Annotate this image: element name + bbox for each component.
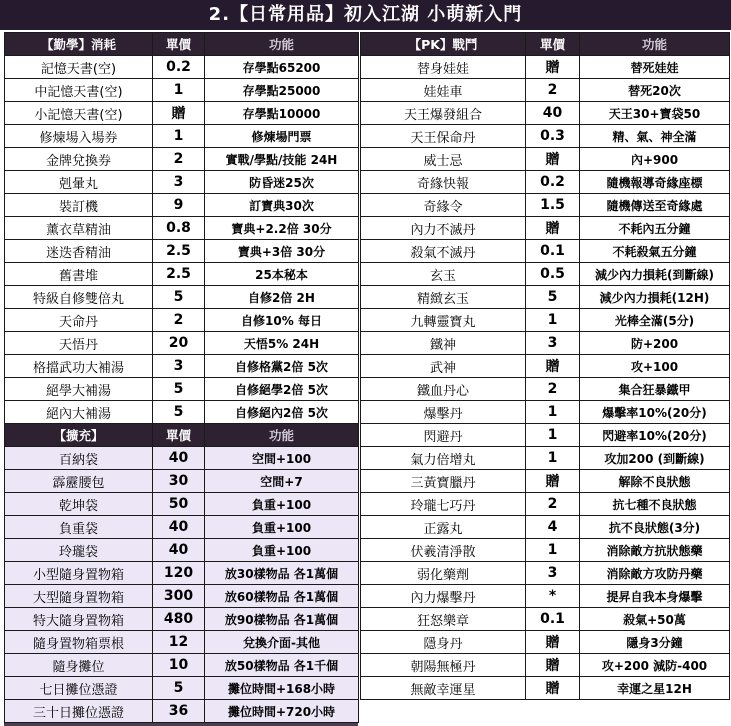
- table-row: [5, 470, 359, 493]
- item-name: 鐵神: [361, 332, 526, 355]
- item-function: 防昏迷25次: [205, 171, 359, 194]
- expand-header-func: 功能: [205, 424, 359, 447]
- item-function: 自修絕學2倍 5次: [205, 378, 359, 401]
- item-name: 七日攤位憑證: [5, 677, 153, 700]
- expand-header-row: [5, 424, 359, 447]
- item-name: 玲瓏七巧丹: [361, 493, 526, 516]
- table-row: [361, 217, 730, 240]
- item-price: 贈: [526, 654, 580, 677]
- table-row: [361, 539, 730, 562]
- item-price: 贈: [526, 148, 580, 171]
- table-row: [5, 401, 359, 424]
- item-function: 閃避率10%(20分): [580, 424, 730, 447]
- item-price: 9: [153, 194, 205, 217]
- item-function: 自修2倍 2H: [205, 286, 359, 309]
- table-row: [5, 79, 359, 102]
- item-price: 5: [153, 401, 205, 424]
- expand-header-price: 單價: [153, 424, 205, 447]
- item-name: 氣力倍增丸: [361, 447, 526, 470]
- item-name: 三十日攤位憑證: [5, 700, 153, 723]
- table-row: [361, 562, 730, 585]
- item-price: 1: [153, 125, 205, 148]
- item-function: 攤位時間+168小時: [205, 677, 359, 700]
- expand-body: [5, 447, 359, 723]
- item-price: 1: [526, 309, 580, 332]
- table-row: [361, 355, 730, 378]
- item-name: 中記憶天書(空): [5, 79, 153, 102]
- item-function: 負重+100: [205, 493, 359, 516]
- table-row: [5, 378, 359, 401]
- table-row: [361, 424, 730, 447]
- item-price: 12: [153, 631, 205, 654]
- table-row: [5, 700, 359, 723]
- item-function: 抗七種不良狀態: [580, 493, 730, 516]
- table-row: [361, 493, 730, 516]
- item-price: 贈: [526, 217, 580, 240]
- item-function: 訂寶典30次: [205, 194, 359, 217]
- study-expand-table: [4, 32, 359, 723]
- item-price: 1: [153, 79, 205, 102]
- item-name: 奇緣令: [361, 194, 526, 217]
- item-function: 隱身3分鐘: [580, 631, 730, 654]
- item-function: 光棒全滿(5分): [580, 309, 730, 332]
- item-price: 3: [526, 562, 580, 585]
- item-function: 放30樣物品 各1萬個: [205, 562, 359, 585]
- item-function: 消除敵方抗狀態藥: [580, 539, 730, 562]
- table-row: [361, 79, 730, 102]
- item-function: 幸運之星12H: [580, 677, 730, 700]
- item-function: 放90樣物品 各1萬個: [205, 608, 359, 631]
- table-row: [5, 631, 359, 654]
- item-name: 小記憶天書(空): [5, 102, 153, 125]
- pk-body: [361, 56, 730, 700]
- table-row: [5, 286, 359, 309]
- item-price: 30: [153, 470, 205, 493]
- item-name: 玄玉: [361, 263, 526, 286]
- table-row: [5, 493, 359, 516]
- item-function: 攤位時間+720小時: [205, 700, 359, 723]
- item-name: 天王保命丹: [361, 125, 526, 148]
- item-price: 4: [526, 516, 580, 539]
- item-function: 存學點10000: [205, 102, 359, 125]
- item-name: 娃娃車: [361, 79, 526, 102]
- table-row: [361, 240, 730, 263]
- table-row: [361, 286, 730, 309]
- item-price: 40: [153, 539, 205, 562]
- table-row: [5, 585, 359, 608]
- item-name: 金牌兌換券: [5, 148, 153, 171]
- study-header-name: 【勤學】消耗: [5, 33, 153, 56]
- item-name: 殺氣不滅丹: [361, 240, 526, 263]
- item-function: 修煉場門票: [205, 125, 359, 148]
- item-function: 負重+100: [205, 516, 359, 539]
- item-name: 無敵幸運星: [361, 677, 526, 700]
- item-price: 480: [153, 608, 205, 631]
- table-row: [5, 194, 359, 217]
- item-price: 2: [526, 493, 580, 516]
- table-row: [5, 171, 359, 194]
- item-price: 2.5: [153, 263, 205, 286]
- item-name: 伏羲清淨散: [361, 539, 526, 562]
- table-row: [5, 240, 359, 263]
- expand-header-name: 【擴充】: [5, 424, 153, 447]
- item-price: 贈: [526, 56, 580, 79]
- table-row: [361, 148, 730, 171]
- item-name: 乾坤袋: [5, 493, 153, 516]
- item-price: 5: [526, 286, 580, 309]
- item-function: 存學點65200: [205, 56, 359, 79]
- item-price: 0.2: [526, 171, 580, 194]
- item-name: 內力爆擊丹: [361, 585, 526, 608]
- item-name: 三黃寶臘丹: [361, 470, 526, 493]
- item-name: 絕學大補湯: [5, 378, 153, 401]
- item-function: 解除不良狀態: [580, 470, 730, 493]
- item-name: 鐵血丹心: [361, 378, 526, 401]
- item-price: *: [526, 585, 580, 608]
- table-row: [5, 309, 359, 332]
- item-name: 威士忌: [361, 148, 526, 171]
- item-function: 天悟5% 24H: [205, 332, 359, 355]
- item-name: 九轉靈寶丸: [361, 309, 526, 332]
- item-name: 爆擊丹: [361, 401, 526, 424]
- table-row: [361, 56, 730, 79]
- item-name: 替身娃娃: [361, 56, 526, 79]
- item-name: 隨身置物箱票根: [5, 631, 153, 654]
- item-function: 減少內力損耗(12H): [580, 286, 730, 309]
- item-name: 閃避丹: [361, 424, 526, 447]
- item-price: 贈: [526, 631, 580, 654]
- item-price: 40: [153, 447, 205, 470]
- item-name: 迷迭香精油: [5, 240, 153, 263]
- item-function: 自修絕內2倍 5次: [205, 401, 359, 424]
- table-row: [5, 355, 359, 378]
- table-row: [5, 539, 359, 562]
- item-name: 朝陽無極丹: [361, 654, 526, 677]
- item-price: 10: [153, 654, 205, 677]
- item-name: 特大隨身置物箱: [5, 608, 153, 631]
- item-name: 特級自修雙倍丸: [5, 286, 153, 309]
- study-header-row: [5, 33, 359, 56]
- item-price: 0.5: [526, 263, 580, 286]
- item-function: 減少內力損耗(到斷線): [580, 263, 730, 286]
- study-header-func: 功能: [205, 33, 359, 56]
- item-function: 替死娃娃: [580, 56, 730, 79]
- item-price: 0.1: [526, 240, 580, 263]
- item-function: 攻+200 減防-400: [580, 654, 730, 677]
- table-row: [361, 401, 730, 424]
- pk-header-name: 【PK】戰鬥: [361, 33, 526, 56]
- page-title: 2.【日常用品】初入江湖 小萌新入門: [0, 0, 731, 30]
- item-function: 負重+100: [205, 539, 359, 562]
- table-row: [361, 378, 730, 401]
- item-price: 5: [153, 378, 205, 401]
- item-function: 不耗內五分鐘: [580, 217, 730, 240]
- item-name: 薰衣草精油: [5, 217, 153, 240]
- item-price: 3: [153, 171, 205, 194]
- item-function: 殺氣+50萬: [580, 608, 730, 631]
- item-price: 1.5: [526, 194, 580, 217]
- table-row: [5, 516, 359, 539]
- study-body: [5, 56, 359, 424]
- pk-header-row: [361, 33, 730, 56]
- item-function: 防+200: [580, 332, 730, 355]
- table-row: [361, 516, 730, 539]
- item-price: 0.3: [526, 125, 580, 148]
- item-name: 隨身攤位: [5, 654, 153, 677]
- item-name: 隱身丹: [361, 631, 526, 654]
- item-price: 40: [526, 102, 580, 125]
- table-row: [5, 608, 359, 631]
- item-function: 自修格黨2倍 5次: [205, 355, 359, 378]
- item-name: 記憶天書(空): [5, 56, 153, 79]
- item-function: 兌換介面-其他: [205, 631, 359, 654]
- table-row: [361, 654, 730, 677]
- item-name: 舊書堆: [5, 263, 153, 286]
- item-function: 攻+100: [580, 355, 730, 378]
- item-name: 修煉場入場券: [5, 125, 153, 148]
- item-function: 25本秘本: [205, 263, 359, 286]
- item-price: 3: [526, 332, 580, 355]
- item-name: 弱化藥劑: [361, 562, 526, 585]
- table-row: [5, 102, 359, 125]
- table-row: [361, 332, 730, 355]
- item-function: 不耗殺氣五分鐘: [580, 240, 730, 263]
- item-function: 攻加200 (到斷線): [580, 447, 730, 470]
- pk-header-func: 功能: [580, 33, 730, 56]
- item-function: 隨機傳送至奇緣處: [580, 194, 730, 217]
- item-name: 絕內大補湯: [5, 401, 153, 424]
- item-price: 50: [153, 493, 205, 516]
- item-function: 精、氣、神全滿: [580, 125, 730, 148]
- table-row: [5, 56, 359, 79]
- item-name: 天悟丹: [5, 332, 153, 355]
- table-row: [361, 608, 730, 631]
- item-price: 0.2: [153, 56, 205, 79]
- table-row: [5, 125, 359, 148]
- expand-header-section: [5, 424, 359, 447]
- item-function: 抗不良狀態(3分): [580, 516, 730, 539]
- item-function: 存學點25000: [205, 79, 359, 102]
- item-price: 5: [153, 677, 205, 700]
- item-name: 裝訂機: [5, 194, 153, 217]
- item-name: 天命丹: [5, 309, 153, 332]
- item-name: 剋暈丸: [5, 171, 153, 194]
- item-name: 武神: [361, 355, 526, 378]
- item-function: 寶典+3倍 30分: [205, 240, 359, 263]
- item-name: 百納袋: [5, 447, 153, 470]
- item-function: 天王30+寶袋50: [580, 102, 730, 125]
- item-function: 自修10% 每日: [205, 309, 359, 332]
- item-function: 消除敵方攻防丹藥: [580, 562, 730, 585]
- table-row: [5, 217, 359, 240]
- item-function: 爆擊率10%(20分): [580, 401, 730, 424]
- item-name: 玲瓏袋: [5, 539, 153, 562]
- item-function: 集合狂暴鐵甲: [580, 378, 730, 401]
- item-price: 5: [153, 286, 205, 309]
- table-row: [361, 171, 730, 194]
- item-function: 放50樣物品 各1千個: [205, 654, 359, 677]
- item-price: 3: [153, 355, 205, 378]
- study-header-price: 單價: [153, 33, 205, 56]
- item-name: 精緻玄玉: [361, 286, 526, 309]
- table-row: [5, 562, 359, 585]
- item-price: 2: [526, 378, 580, 401]
- item-price: 20: [153, 332, 205, 355]
- item-name: 小型隨身置物箱: [5, 562, 153, 585]
- item-name: 負重袋: [5, 516, 153, 539]
- item-name: 霹靂腰包: [5, 470, 153, 493]
- item-price: 0.1: [526, 608, 580, 631]
- item-price: 120: [153, 562, 205, 585]
- item-function: 寶典+2.2倍 30分: [205, 217, 359, 240]
- item-name: 奇緣快報: [361, 171, 526, 194]
- table-row: [361, 585, 730, 608]
- table-row: [361, 631, 730, 654]
- item-price: 36: [153, 700, 205, 723]
- table-row: [5, 148, 359, 171]
- item-name: 天王爆發組合: [361, 102, 526, 125]
- item-price: 2: [526, 79, 580, 102]
- item-price: 300: [153, 585, 205, 608]
- table-row: [361, 447, 730, 470]
- item-function: 放60樣物品 各1萬個: [205, 585, 359, 608]
- table-row: [5, 677, 359, 700]
- table-row: [5, 263, 359, 286]
- table-row: [361, 309, 730, 332]
- table-row: [361, 194, 730, 217]
- table-row: [5, 654, 359, 677]
- item-name: 格擋武功大補湯: [5, 355, 153, 378]
- item-price: 2.5: [153, 240, 205, 263]
- item-price: 贈: [526, 470, 580, 493]
- item-function: 替死20次: [580, 79, 730, 102]
- item-function: 提昇自我本身爆擊: [580, 585, 730, 608]
- item-name: 正露丸: [361, 516, 526, 539]
- item-price: 2: [153, 148, 205, 171]
- item-price: 1: [526, 539, 580, 562]
- item-name: 大型隨身置物箱: [5, 585, 153, 608]
- table-row: [361, 263, 730, 286]
- item-price: 贈: [153, 102, 205, 125]
- item-function: 空間+7: [205, 470, 359, 493]
- pk-header-price: 單價: [526, 33, 580, 56]
- table-row: [361, 125, 730, 148]
- item-price: 1: [526, 401, 580, 424]
- item-function: 空間+100: [205, 447, 359, 470]
- item-name: 內力不滅丹: [361, 217, 526, 240]
- item-name: 狂怒樂章: [361, 608, 526, 631]
- pk-table: [360, 32, 730, 700]
- item-price: 2: [153, 309, 205, 332]
- table-row: [361, 470, 730, 493]
- table-row: [361, 102, 730, 125]
- table-row: [5, 447, 359, 470]
- item-price: 贈: [526, 677, 580, 700]
- item-price: 40: [153, 516, 205, 539]
- table-row: [5, 332, 359, 355]
- item-function: 內+900: [580, 148, 730, 171]
- item-function: 隨機報導奇緣座標: [580, 171, 730, 194]
- item-price: 1: [526, 447, 580, 470]
- table-row: [361, 677, 730, 700]
- item-price: 0.8: [153, 217, 205, 240]
- item-price: 1: [526, 424, 580, 447]
- item-function: 實戰/學點/技能 24H: [205, 148, 359, 171]
- item-price: 贈: [526, 355, 580, 378]
